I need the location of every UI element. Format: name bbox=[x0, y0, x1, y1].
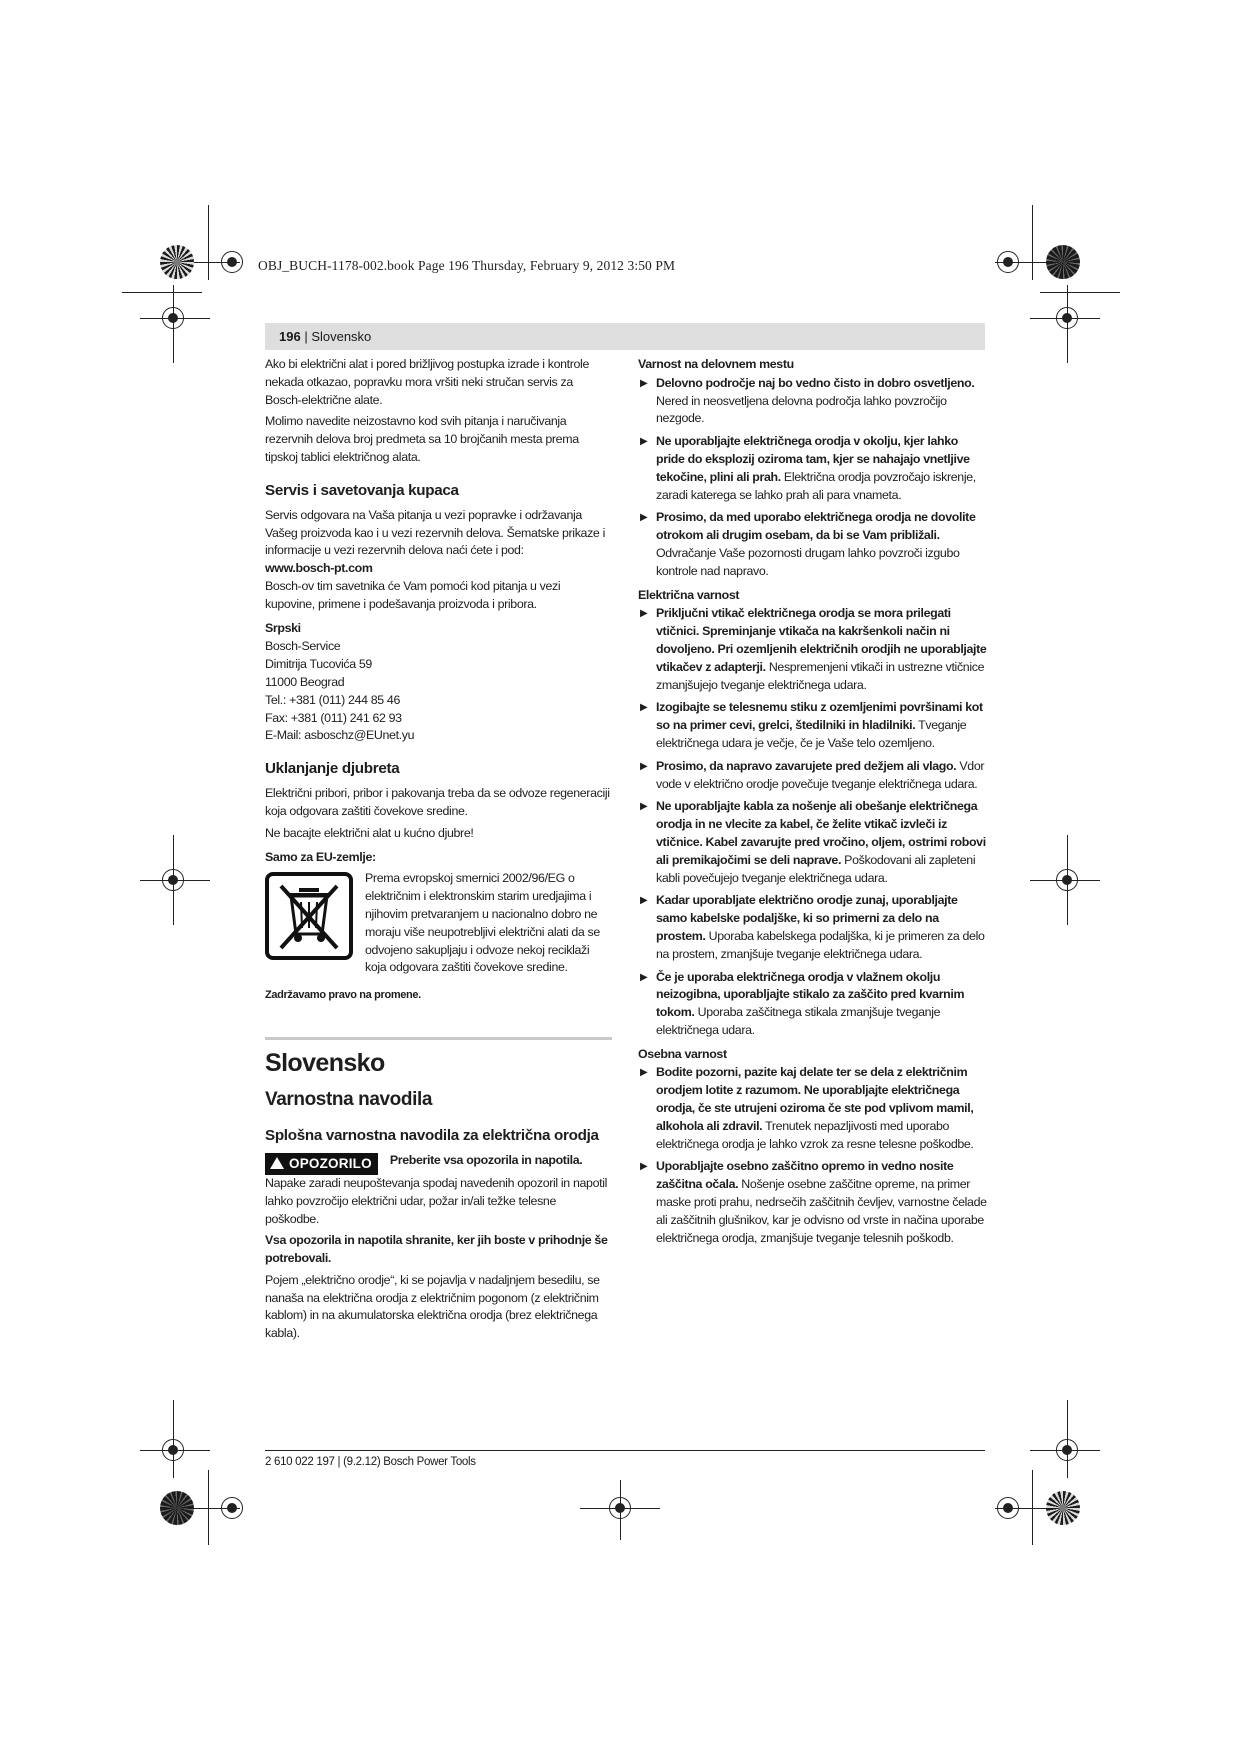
item-text: Električna orodja povzročajo iskrenje, zaradi katerega se lahko prah ali para vnameta. bbox=[656, 469, 976, 502]
list-item bbox=[638, 375, 988, 428]
page-footer: 2 610 022 197 | (9.2.12) Bosch Power Tools bbox=[265, 1456, 476, 1468]
registration-mark-icon bbox=[609, 1497, 631, 1519]
item-bold: Bodite pozorni, pazite kaj delate ter se dela z električnim orodjem lotite z razumom. Ne uporabljajte električnega orodja, če ste utrujeni oziroma če ste pod vplivom mamil, alkohola ali zdravil. bbox=[656, 1065, 974, 1133]
general-heading: Splošna varnostna navodila za električna orodja bbox=[265, 1126, 599, 1144]
color-wheel-icon bbox=[1046, 245, 1080, 279]
item-bold: Prosimo, da med uporabo električnega orodja ne dovolite otrokom ali drugim osebam, da bi se Vam približali. bbox=[656, 510, 976, 543]
triangle-right-icon: ▶ bbox=[640, 512, 648, 524]
registration-mark-icon bbox=[162, 307, 184, 329]
warning-text: Napake zaradi neupoštevanja spodaj navedenih opozoril in napotil lahko povzročijo električni udar, požar in/ali težke telesne poškodbe. bbox=[265, 1175, 608, 1226]
phone-line: Tel.: +381 (011) 244 85 46 bbox=[265, 692, 400, 707]
intro-paragraph: Ako bi električni alat i pored brižljivog postupka izrade i kontrole nekada otkazao, popravku mora vršiti neki stručan servis za Bosch-električne alate. bbox=[265, 357, 590, 407]
list-item bbox=[638, 798, 988, 887]
triangle-right-icon: ▶ bbox=[640, 1161, 648, 1173]
item-text: Tveganje električnega udara je večje, če je Vaše telo ozemljeno. bbox=[656, 718, 967, 750]
item-text: Vdor vode v električno orodje povečuje tveganje električnega udara. bbox=[656, 758, 985, 791]
work-area-heading: Varnost na delovnem mestu bbox=[638, 357, 794, 371]
list-item bbox=[638, 509, 988, 580]
registration-mark-icon bbox=[997, 1497, 1019, 1519]
item-text: Trenutek nepazljivosti med uporabo električnega orodja je lahko vzrok za resne telesne poškodbe. bbox=[656, 1118, 974, 1151]
triangle-right-icon: ▶ bbox=[640, 895, 648, 907]
service-url[interactable]: www.bosch-pt.com bbox=[265, 561, 373, 576]
section-divider bbox=[265, 1037, 612, 1040]
reserved-note: Zadržavamo pravo na promene. bbox=[265, 989, 421, 1002]
weee-block bbox=[265, 870, 612, 977]
triangle-right-icon: ▶ bbox=[640, 377, 648, 389]
warning-row bbox=[265, 1152, 612, 1175]
intro-paragraph: Molimo navedite neizostavno kod svih pitanja i naručivanja rezervnih delova broj predmeta sa 10 brojčanih mesta prema tipskoj tablici električnog alata. bbox=[265, 414, 579, 464]
fax-line: Fax: +381 (011) 241 62 93 bbox=[265, 710, 402, 725]
disposal-text: Električni pribori, pribor i pakovanja treba da se odvoze regeneraciji koja odgovara zaštiti čovekove sredine. bbox=[265, 786, 610, 818]
item-text: Odvračanje Vaše pozornosti drugam lahko povzroči izgubo kontrole nad napravo. bbox=[656, 545, 960, 578]
item-text: Uporaba kabelskega podaljška, ki je primeren za delo na prostem, zmanjšuje tveganje električnega udara. bbox=[656, 928, 985, 961]
registration-mark-icon bbox=[1056, 869, 1078, 891]
warning-badge-label: OPOZORILO bbox=[289, 1155, 372, 1171]
item-bold: Kadar uporabljate električno orodje zunaj, uporabljajte samo kabelske podaljške, ki so primerni za delo na prostem. bbox=[656, 893, 958, 943]
list-item bbox=[638, 433, 988, 504]
item-bold: Ne uporabljajte kabla za nošenje ali obešanje električnega orodja in ne vlecite za kabel, če želite vtikač izvleči iz vtičnice. Kabel zavarujte pred vročino, oljem, ostrimi robovi ali premikajočimi se deli naprave. bbox=[656, 799, 986, 867]
color-wheel-icon bbox=[1046, 1491, 1080, 1525]
service-text-2: Bosch-ov tim savetnika će Vam pomoći kod pitanja u vezi kupovine, primene i podešavanja proizvoda i pribora. bbox=[265, 578, 561, 611]
list-item bbox=[638, 892, 988, 963]
item-bold: Delovno področje naj bo vedno čisto in dobro osvetljeno. bbox=[656, 375, 975, 390]
triangle-right-icon: ▶ bbox=[640, 971, 648, 983]
crossed-out-wheelie-bin-icon bbox=[265, 872, 353, 960]
language-title: Slovensko bbox=[265, 1048, 385, 1077]
warning-bold-text: Preberite vsa opozorila in napotila. bbox=[389, 1152, 583, 1167]
registration-mark-icon bbox=[221, 1497, 243, 1519]
item-bold: Prosimo, da napravo zavarujete pred dežjem ali vlago. bbox=[656, 758, 957, 773]
list-item bbox=[638, 758, 988, 794]
item-text: Nošenje osebne zaščitne opreme, na primer maske proti prahu, nedrsečih zaščitnih čevljev, varnostne čelade ali zaščitnih glušnikov, kar je odvisno od vrste in načina uporabe električnega orodja, zmanjšuje tveganje telesnih poškodb. bbox=[656, 1177, 987, 1245]
item-text: Uporaba zaščitnega stikala zmanjšuje tveganje električnega udara. bbox=[656, 1005, 941, 1037]
item-text: Nespremenjeni vtikači in ustrezne vtičnice zmanjšujejo tveganje električnega udara. bbox=[656, 659, 985, 692]
service-heading: Servis i savetovanja kupaca bbox=[265, 481, 459, 499]
header-separator: | bbox=[300, 329, 312, 344]
triangle-right-icon: ▶ bbox=[640, 801, 648, 813]
address-line: Dimitrija Tucovića 59 bbox=[265, 657, 372, 672]
safety-title: Varnostna navodila bbox=[265, 1088, 433, 1110]
header-section: Slovensko bbox=[311, 329, 372, 344]
registration-mark-icon bbox=[221, 251, 243, 273]
registration-mark-icon bbox=[997, 251, 1019, 273]
warning-badge bbox=[265, 1153, 378, 1175]
item-text: Poškodovani ali zapleteni kabli povečujejo tveganje električnega udara. bbox=[656, 852, 976, 885]
color-wheel-icon bbox=[160, 245, 194, 279]
footer-rule bbox=[265, 1450, 985, 1451]
list-item bbox=[638, 699, 988, 752]
item-bold: Ne uporabljajte električnega orodja v okolju, kjer lahko pride do eksplozij oziroma tam, kjer se nahajajo vnetljive tekočine, plini ali prah. bbox=[656, 434, 970, 484]
item-bold: Če je uporaba električnega orodja v vlažnem okolju neizogibna, uporabljajte stikalo za zaščito pred kvarnim tokom. bbox=[656, 969, 965, 1020]
warning-triangle-icon bbox=[270, 1157, 284, 1169]
electrical-heading: Električna varnost bbox=[638, 587, 740, 602]
address-line: 11000 Beograd bbox=[265, 674, 345, 689]
triangle-right-icon: ▶ bbox=[640, 436, 648, 448]
email-line[interactable]: E-Mail: asboschz@EUnet.yu bbox=[265, 728, 415, 743]
left-column bbox=[265, 356, 612, 1347]
personal-heading: Osebna varnost bbox=[638, 1046, 727, 1061]
page-header bbox=[265, 323, 985, 350]
list-item bbox=[638, 969, 988, 1040]
color-wheel-icon bbox=[160, 1491, 194, 1525]
service-text: Servis odgovara na Vaša pitanja u vezi popravke i održavanja Vašeg proizvoda kao i u vezi rezervnih delova. Šematske prikaze i informacije u vezi rezervnih delova naći ćete i pod: bbox=[265, 507, 605, 558]
list-item bbox=[638, 605, 988, 694]
item-bold: Priključni vtikač električnega orodja se mora prilegati vtičnici. Spreminjanje vtikača na kakršenkoli način ni dovoljeno. Pri ozemljenih električnih orodjih ne uporabljajte vtikačev z adapterji. bbox=[656, 606, 987, 674]
registration-mark-icon bbox=[1056, 1439, 1078, 1461]
page-number: 196 bbox=[279, 329, 301, 344]
keep-instructions: Vsa opozorila in napotila shranite, ker jih boste v prihodnje še potrebovali. bbox=[265, 1233, 608, 1266]
registration-mark-icon bbox=[162, 869, 184, 891]
right-column bbox=[638, 356, 988, 1252]
triangle-right-icon: ▶ bbox=[640, 702, 648, 714]
term-definition: Pojem „električno orodje“, ki se pojavlja v nadaljnjem besedilu, se nanaša na električna orodja z električnim pogonom (z električnim kablom) in na akumulatorska električna orodja (brez električnega kabla). bbox=[265, 1272, 600, 1341]
file-info-slug: OBJ_BUCH-1178-002.book Page 196 Thursday, February 9, 2012 3:50 PM bbox=[258, 258, 676, 273]
item-bold: Izogibajte se telesnemu stiku z ozemljenimi površinami kot so na primer cevi, grelci, štedilniki in hladilniki. bbox=[656, 700, 983, 733]
disposal-text: Ne bacajte električni alat u kućno djubre! bbox=[265, 825, 474, 840]
eu-heading: Samo za EU-zemlje: bbox=[265, 849, 376, 864]
registration-mark-icon bbox=[162, 1439, 184, 1461]
country-heading: Srpski bbox=[265, 620, 301, 635]
disposal-heading: Uklanjanje djubreta bbox=[265, 760, 400, 778]
triangle-right-icon: ▶ bbox=[640, 760, 648, 772]
triangle-right-icon: ▶ bbox=[640, 608, 648, 620]
item-bold: Uporabljajte osebno zaščitno opremo in vedno nosite zaščitna očala. bbox=[656, 1159, 954, 1192]
triangle-right-icon: ▶ bbox=[640, 1067, 648, 1079]
item-text: Nered in neosvetljena delovna področja lahko povzročijo nezgode. bbox=[656, 393, 947, 426]
eu-directive-text: Prema evropskoj smernici 2002/96/EG o električnim i elektronskim starim uredjajima i njihovim pretvaranjem u nacionalno dobro ne moraju više neupotrebljivi električni alati da se odvojeno sakupljaju i odvoze nekoj reciklaži koja odgovara zaštiti čovekove sredine. bbox=[365, 871, 600, 975]
list-item bbox=[638, 1158, 988, 1247]
registration-mark-icon bbox=[1056, 307, 1078, 329]
list-item bbox=[638, 1064, 988, 1153]
address-line: Bosch-Service bbox=[265, 639, 341, 654]
